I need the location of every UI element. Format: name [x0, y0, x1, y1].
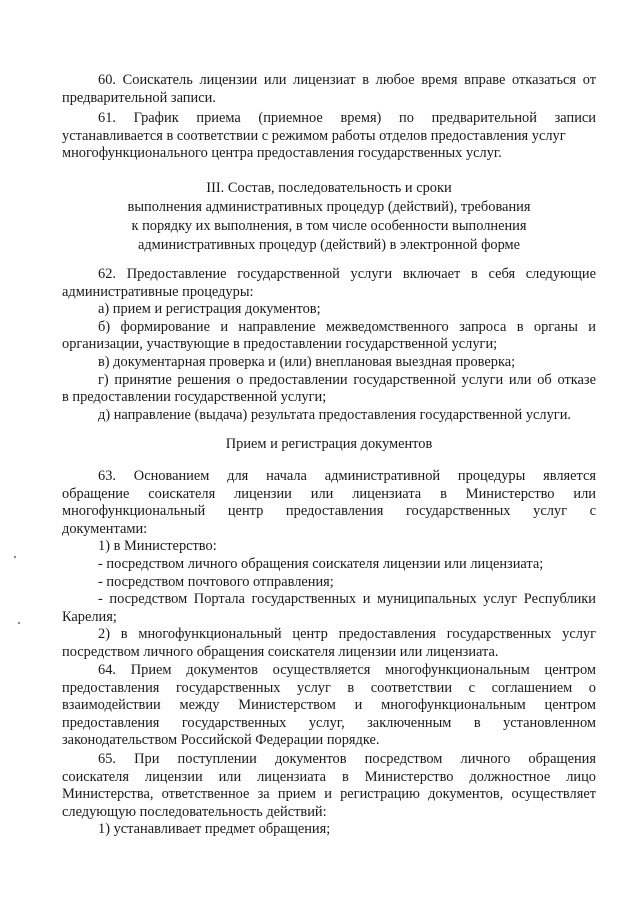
- list-item: - посредством Портала государственных и муниципальных услуг Республики: [98, 591, 596, 608]
- subheading: [62, 436, 596, 454]
- paragraph-line: 65. При поступлении документов посредством личного обращения: [98, 751, 596, 767]
- list-item: 1) устанавливает предмет обращения;: [98, 821, 331, 838]
- list-item: б) формирование и направление межведомственного запроса в органы и: [98, 318, 596, 335]
- list-item: г) принятие решения о предоставлении государственной услуги или об отказе: [98, 371, 596, 388]
- paragraph-line: законодательством Российской Федерации порядке.: [62, 732, 380, 749]
- subheading-text: Прием и регистрация документов: [225, 436, 433, 452]
- paragraph-61: [62, 110, 596, 163]
- paragraph-line: 60. Соискатель лицензии или лицензиат в любое время вправе отказаться от: [98, 72, 596, 88]
- section-title-line: выполнения административных процедур (действий), требования: [127, 199, 531, 215]
- paragraph-line: предоставления государственных услуг в соответствии с соглашением о: [62, 679, 596, 696]
- list-item: в) документарная проверка и (или) внеплановая выездная проверка;: [98, 353, 516, 370]
- section-title: [62, 179, 596, 255]
- scan-speck: [18, 622, 20, 624]
- list-item: д) направление (выдача) результата предоставления государственной услуги.: [98, 406, 572, 423]
- paragraph-line: административные процедуры:: [62, 283, 254, 300]
- paragraph-line: предоставления государственных услуг, заключенным в установленном: [62, 714, 596, 731]
- paragraph-line: многофункциональный центр предоставления государственных услуг с: [62, 503, 596, 520]
- list-item: посредством личного обращения соискателя лицензии или лицензиата.: [62, 643, 499, 660]
- paragraph-60: [62, 72, 596, 107]
- paragraph-line: многофункционального центра предоставления государственных услуг.: [62, 145, 502, 162]
- scan-speck: [14, 556, 16, 558]
- paragraph-line: следующую последовательность действий:: [62, 803, 327, 820]
- paragraph-62: [62, 266, 596, 424]
- paragraph-line: 64. Прием документов осуществляется многофункциональным центром: [98, 662, 596, 678]
- paragraph-line: 62. Предоставление государственной услуги включает в себя следующие: [98, 266, 596, 282]
- paragraph-line: взаимодействии между Министерством и многофункциональным центром: [62, 697, 596, 714]
- list-item: 2) в многофункциональный центр предоставления государственных услуг: [98, 626, 596, 643]
- list-item: - посредством почтового отправления;: [98, 573, 334, 590]
- paragraph-63: [62, 468, 596, 662]
- list-item: организации, участвующие в предоставлении государственной услуги;: [62, 336, 498, 353]
- list-item: - посредством личного обращения соискателя лицензии или лицензиата;: [98, 555, 544, 572]
- list-item: а) прием и регистрация документов;: [98, 301, 321, 318]
- paragraph-line: документами:: [62, 520, 148, 537]
- paragraph-line: устанавливается в соответствии с режимом работы отделов предоставления услуг: [62, 127, 566, 144]
- list-item: 1) в Министерство:: [98, 538, 217, 555]
- paragraph-65: [62, 751, 596, 839]
- section-title-line: III. Состав, последовательность и сроки: [206, 180, 452, 196]
- section-title-line: административных процедур (действий) в электронной форме: [137, 237, 521, 253]
- paragraph-line: обращение соискателя лицензии или лицензиата в Министерство или: [62, 485, 596, 502]
- paragraph-line: соискателя лицензии или лицензиата в Министерство должностное лицо: [62, 768, 596, 785]
- paragraph-line: Министерства, ответственное за прием и регистрацию документов, осуществляет: [62, 786, 596, 803]
- paragraph-line: 61. График приема (приемное время) по предварительной записи: [98, 110, 596, 126]
- paragraph-line: 63. Основанием для начала административной процедуры является: [98, 468, 596, 484]
- list-item: в предоставлении государственной услуги;: [62, 389, 327, 406]
- list-item: Карелия;: [62, 608, 117, 625]
- paragraph-64: [62, 662, 596, 750]
- paragraph-line: предварительной записи.: [62, 89, 216, 106]
- section-title-line: к порядку их выполнения, в том числе особенности выполнения: [131, 218, 527, 234]
